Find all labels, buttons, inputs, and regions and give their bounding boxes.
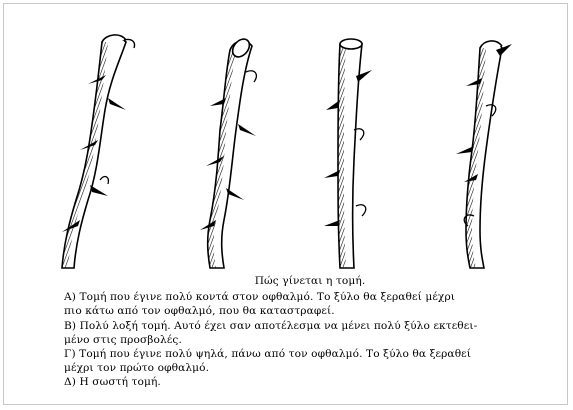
stem-b	[200, 36, 256, 268]
caption-line: Β) Πολύ λοξή τομή. Αυτό έχει σαν αποτέλεσμα να μένει πολύ ξύλο εκτεθει-	[64, 319, 478, 332]
caption-line: μέχρι τον πρώτο οφθαλμό.	[64, 362, 210, 375]
pruning-cuts-illustration	[40, 20, 540, 270]
caption-title: Πώς γίνεται η τομή.	[254, 275, 366, 287]
caption-line: Δ) Η σωστή τομή.	[64, 376, 161, 389]
stem-c	[324, 39, 372, 268]
figure-caption	[64, 274, 534, 390]
caption-line: μένο στις προσβολές.	[64, 333, 182, 346]
caption-line: πιο κάτω από τον οφθαλμό, που θα καταστραφεί.	[64, 305, 335, 318]
caption-line: Α) Τομή που έγινε πολύ κοντά στον οφθαλμό. Το ξύλο θα ξεραθεί μέχρι	[64, 291, 456, 304]
stem-d	[456, 41, 512, 268]
stem-a	[62, 35, 135, 268]
caption-line: Γ) Τομή που έγινε πολύ ψηλά, πάνω από τον οφθαλμό. Το ξύλο θα ξεραθεί	[64, 348, 472, 361]
